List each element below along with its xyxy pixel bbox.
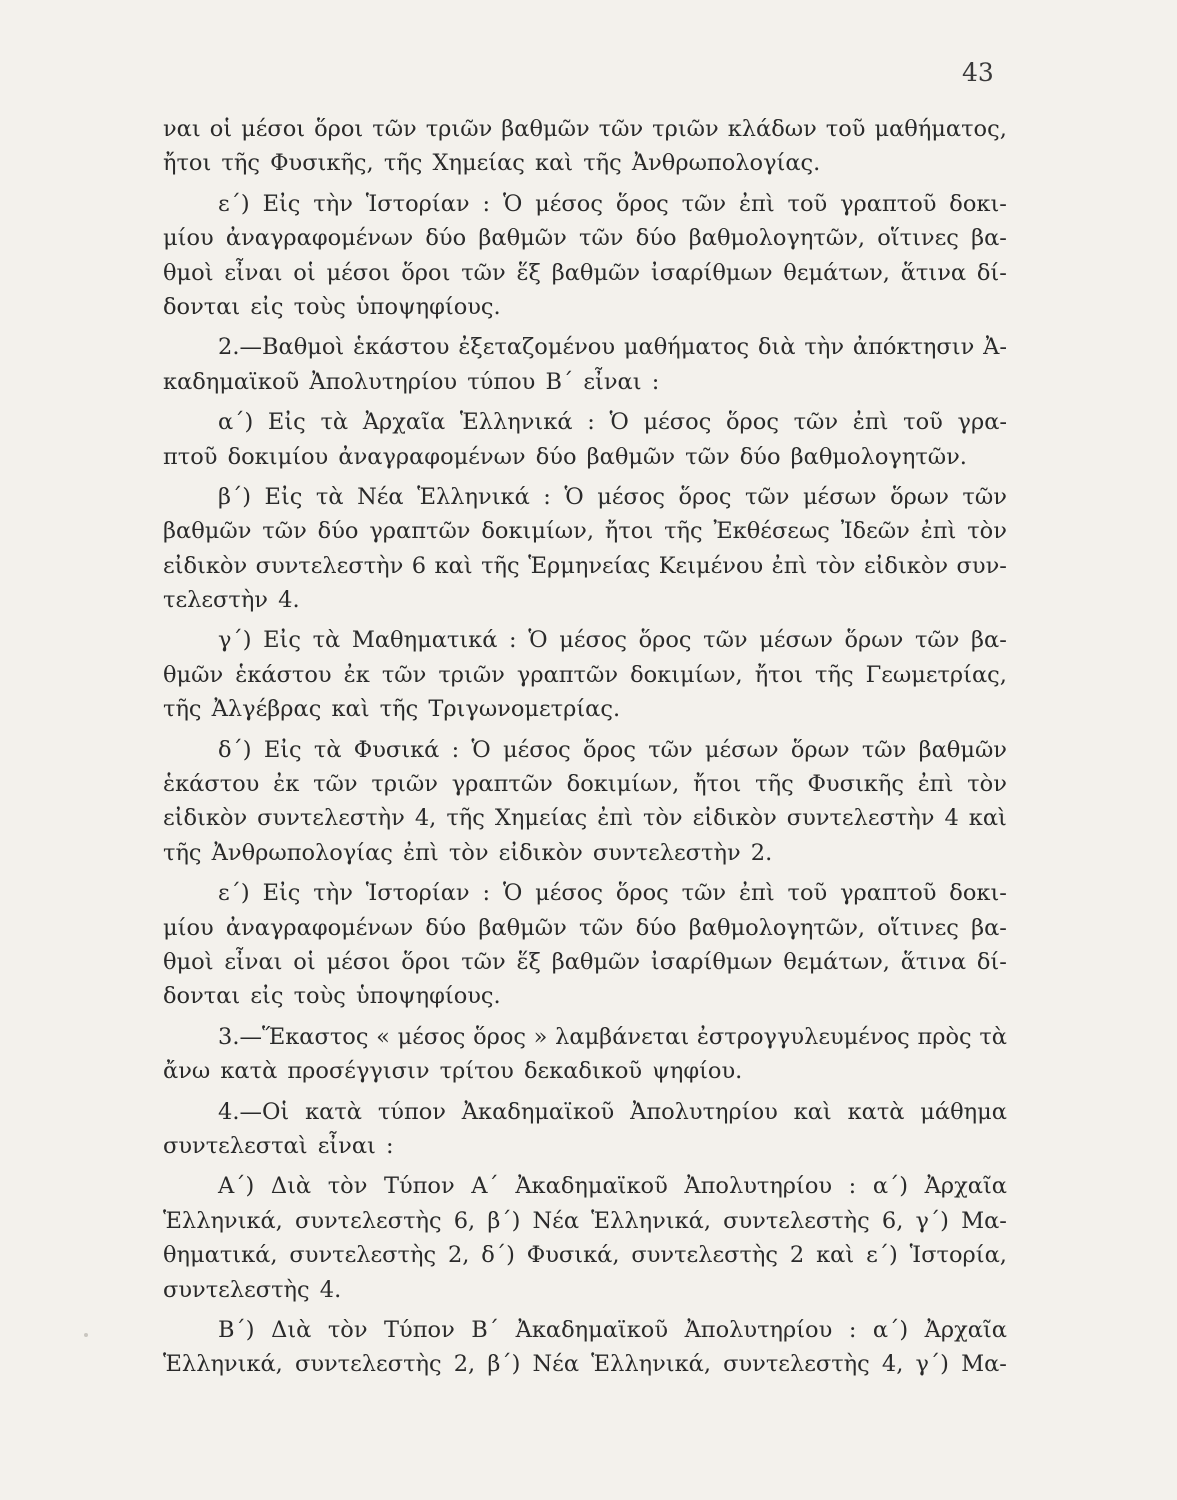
text-line: γ΄) Εἰς τὰ Μαθηματικά : Ὁ μέσος ὅρος τῶν μέσων ὅρων τῶν βα- xyxy=(218,627,1007,654)
text-line: 2.—Βαθμοὶ ἑκάστου ἐξεταζομένου μαθήματος διὰ τὴν ἀπόκτησιν Ἀ- xyxy=(218,334,1007,361)
text-line: καδημαϊκοῦ Ἀπολυτηρίου τύπου Β΄ εἶναι : xyxy=(163,368,660,395)
text-line: β΄) Εἰς τὰ Νέα Ἑλληνικά : Ὁ μέσος ὅρος τῶν μέσων ὅρων τῶν xyxy=(218,483,1007,510)
text-line: Α΄) Διὰ τὸν Τύπον Α΄ Ἀκαδημαϊκοῦ Ἀπολυτηρίου : α΄) Ἀρχαῖα xyxy=(218,1173,1007,1200)
text-line: ἤτοι τῆς Φυσικῆς, τῆς Χημείας καὶ τῆς Ἀνθρωπολογίας. xyxy=(163,150,821,177)
text-line: Ἑλληνικά, συντελεστὴς 2, β΄) Νέα Ἑλληνικά, συντελεστὴς 4, γ΄) Μα- xyxy=(163,1351,1007,1378)
text-line: θηματικά, συντελεστὴς 2, δ΄) Φυσικά, συντελεστὴς 2 καὶ ε΄) Ἱστορία, xyxy=(163,1242,1007,1269)
text-line: Ἑλληνικά, συντελεστὴς 6, β΄) Νέα Ἑλληνικά, συντελεστὴς 6, γ΄) Μα- xyxy=(163,1207,1007,1234)
text-line: 4.—Οἱ κατὰ τύπον Ἀκαδημαϊκοῦ Ἀπολυτηρίου καὶ κατὰ μάθημα xyxy=(218,1098,1007,1125)
text-line: τῆς Ἀνθρωπολογίας ἐπὶ τὸν εἰδικὸν συντελεστὴν 2. xyxy=(163,839,773,866)
text-line: πτοῦ δοκιμίου ἀναγραφομένων δύο βαθμῶν τῶν δύο βαθμολογητῶν. xyxy=(163,443,967,470)
page-number: 43 xyxy=(962,58,994,87)
text-line: συντελεστὴς 4. xyxy=(163,1276,342,1303)
text-line: μίου ἀναγραφομένων δύο βαθμῶν τῶν δύο βαθμολογητῶν, οἵτινες βα- xyxy=(163,914,1007,941)
text-line: ε΄) Εἰς τὴν Ἱστορίαν : Ὁ μέσος ὅρος τῶν ἐπὶ τοῦ γραπτοῦ δοκι- xyxy=(218,190,1007,217)
text-line: τελεστὴν 4. xyxy=(163,587,300,614)
page-body xyxy=(163,112,1007,1382)
text-line: βαθμῶν τῶν δύο γραπτῶν δοκιμίων, ἤτοι τῆς Ἐκθέσεως Ἰδεῶν ἐπὶ τὸν xyxy=(163,518,1007,545)
text-line: δονται εἰς τοὺς ὑποψηφίους. xyxy=(163,983,501,1010)
text-line: ἄνω κατὰ προσέγγισιν τρίτου δεκαδικοῦ ψηφίου. xyxy=(163,1058,743,1085)
text-line: θμοὶ εἶναι οἱ μέσοι ὅροι τῶν ἕξ βαθμῶν ἰσαρίθμων θεμάτων, ἅτινα δί- xyxy=(163,259,1007,286)
text-line: μίου ἀναγραφομένων δύο βαθμῶν τῶν δύο βαθμολογητῶν, οἵτινες βα- xyxy=(163,225,1007,252)
text-line: ναι οἱ μέσοι ὅροι τῶν τριῶν βαθμῶν τῶν τριῶν κλάδων τοῦ μαθήματος, xyxy=(163,116,1007,142)
text-line: ἑκάστου ἐκ τῶν τριῶν γραπτῶν δοκιμίων, ἤτοι τῆς Φυσικῆς ἐπὶ τὸν xyxy=(163,771,1007,798)
text-line: δονται εἰς τοὺς ὑποψηφίους. xyxy=(163,293,501,320)
text-line: τῆς Ἀλγέβρας καὶ τῆς Τριγωνομετρίας. xyxy=(163,696,621,723)
text-line: 3.—Ἕκαστος « μέσος ὅρος » λαμβάνεται ἐστρογγυλευμένος πρὸς τὰ xyxy=(218,1023,1007,1050)
text-line: εἰδικὸν συντελεστὴν 6 καὶ τῆς Ἑρμηνείας Κειμένου ἐπὶ τὸν εἰδικὸν συν- xyxy=(163,552,1007,579)
text-line: δ΄) Εἰς τὰ Φυσικά : Ὁ μέσος ὅρος τῶν μέσων ὅρων τῶν βαθμῶν xyxy=(218,736,1007,763)
text-line: ε΄) Εἰς τὴν Ἱστορίαν : Ὁ μέσος ὅρος τῶν ἐπὶ τοῦ γραπτοῦ δοκι- xyxy=(218,880,1007,907)
text-line: θμῶν ἑκάστου ἐκ τῶν τριῶν γραπτῶν δοκιμίων, ἤτοι τῆς Γεωμετρίας, xyxy=(163,661,1007,688)
text-line: Β΄) Διὰ τὸν Τύπον Β΄ Ἀκαδημαϊκοῦ Ἀπολυτηρίου : α΄) Ἀρχαῖα xyxy=(218,1316,1007,1343)
scan-speck xyxy=(84,1333,88,1337)
text-line: α΄) Εἰς τὰ Ἀρχαῖα Ἑλληνικά : Ὁ μέσος ὅρος τῶν ἐπὶ τοῦ γρα- xyxy=(218,409,1007,436)
text-line: εἰδικὸν συντελεστὴν 4, τῆς Χημείας ἐπὶ τὸν εἰδικὸν συντελεστὴν 4 καὶ xyxy=(163,805,1007,832)
text-line: συντελεσταὶ εἶναι : xyxy=(163,1132,394,1159)
text-line: θμοὶ εἶναι οἱ μέσοι ὅροι τῶν ἕξ βαθμῶν ἰσαρίθμων θεμάτων, ἅτινα δί- xyxy=(163,948,1007,975)
